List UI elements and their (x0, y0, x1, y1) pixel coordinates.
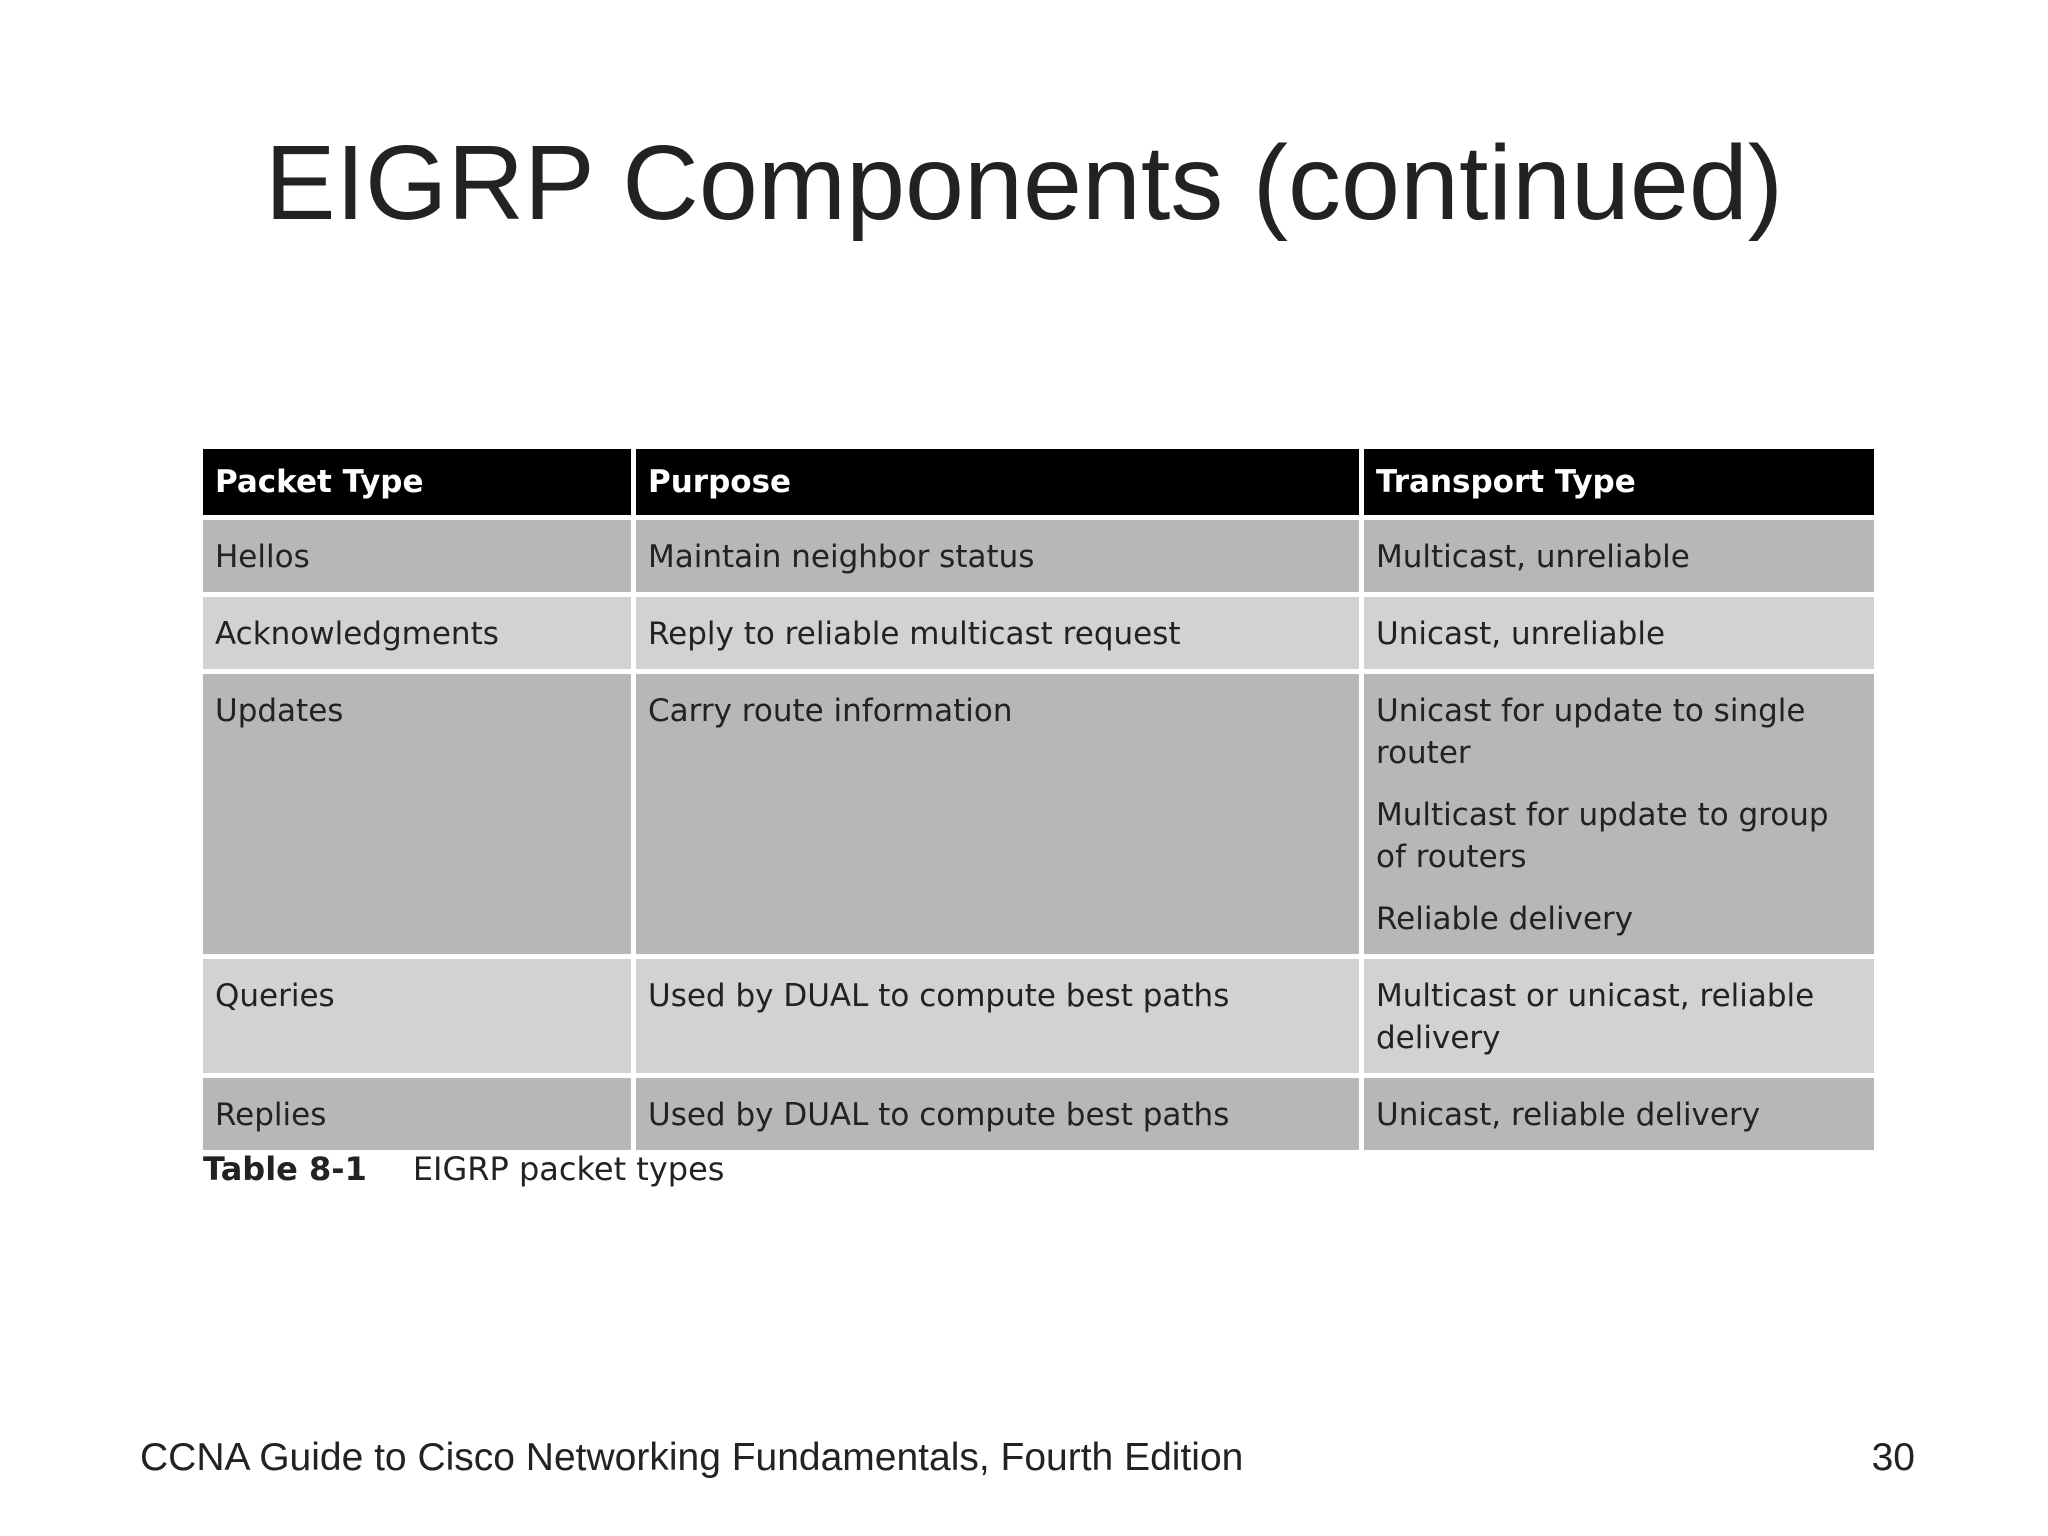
table-row (203, 1078, 1874, 1150)
table-caption-text: EIGRP packet types (412, 1150, 725, 1188)
cell-purpose: Used by DUAL to compute best paths (636, 1078, 1359, 1150)
transport-line: Unicast, unreliable (1376, 616, 1666, 652)
cell-purpose: Used by DUAL to compute best paths (636, 959, 1359, 1073)
header-purpose: Purpose (636, 449, 1359, 515)
cell-transport-type (1364, 520, 1874, 592)
cell-packet-type: Acknowledgments (203, 597, 631, 669)
transport-line: Unicast for update to single router (1376, 693, 1806, 771)
page-number: 30 (1871, 1436, 1915, 1479)
table-caption-label: Table 8-1 (203, 1150, 367, 1188)
cell-transport-type (1364, 674, 1874, 954)
transport-line: Multicast, unreliable (1376, 539, 1690, 575)
transport-line: Multicast or unicast, reliable delivery (1376, 978, 1815, 1056)
header-transport-type: Transport Type (1364, 449, 1874, 515)
cell-transport-type (1364, 597, 1874, 669)
slide-title: EIGRP Components (continued) (264, 124, 1784, 242)
cell-transport-type (1364, 959, 1874, 1073)
cell-purpose: Carry route information (636, 674, 1359, 954)
cell-packet-type: Replies (203, 1078, 631, 1150)
footer-book-title: CCNA Guide to Cisco Networking Fundamentals, Fourth Edition (140, 1436, 1244, 1479)
cell-packet-type: Queries (203, 959, 631, 1073)
table-row (203, 674, 1874, 954)
table-row (203, 597, 1874, 669)
table-caption (203, 1150, 724, 1188)
table-row (203, 959, 1874, 1073)
transport-line: Reliable delivery (1376, 901, 1634, 937)
cell-packet-type: Hellos (203, 520, 631, 592)
cell-transport-type (1364, 1078, 1874, 1150)
cell-packet-type: Updates (203, 674, 631, 954)
cell-purpose: Reply to reliable multicast request (636, 597, 1359, 669)
header-packet-type: Packet Type (203, 449, 631, 515)
transport-line: Multicast for update to group of routers (1376, 797, 1829, 875)
table-row (203, 520, 1874, 592)
cell-purpose: Maintain neighbor status (636, 520, 1359, 592)
packet-types-table (198, 444, 1879, 1155)
transport-line: Unicast, reliable delivery (1376, 1097, 1761, 1133)
packet-types-table-container (203, 449, 1869, 1150)
table-header-row (203, 449, 1874, 515)
